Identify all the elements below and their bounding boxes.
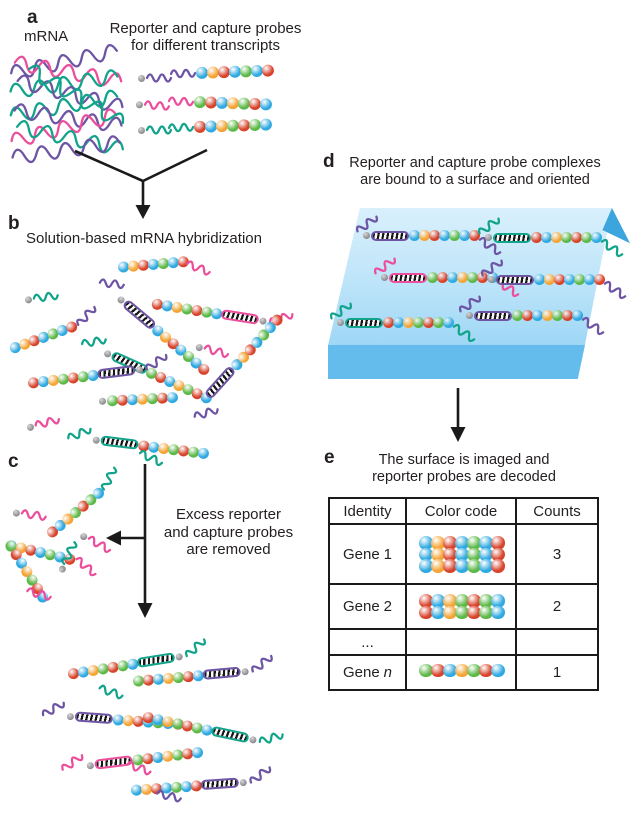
- color-code-beads: [27, 369, 98, 388]
- table-row: [329, 524, 598, 584]
- dna-helix: [75, 711, 114, 724]
- color-code-beads: [534, 274, 604, 285]
- table-row: [329, 584, 598, 629]
- dna-helix: [474, 311, 512, 321]
- dna-helix: [100, 435, 139, 450]
- color-code-beads: [531, 232, 601, 243]
- color-code-beads: [383, 317, 453, 328]
- strand-squiggle: [181, 633, 211, 663]
- biotin-dot: [239, 778, 246, 785]
- biotin-dot: [136, 101, 143, 108]
- color-code-beads: [419, 537, 503, 572]
- color-code-row: [419, 559, 503, 573]
- bound-probe-complex: [487, 274, 604, 285]
- probe-complex: [130, 766, 275, 804]
- wash-arrowhead-down: [138, 603, 153, 618]
- dna-helix: [371, 231, 409, 241]
- color-code-beads: [8, 320, 78, 354]
- panel-d-heading-line1: Reporter and capture probe complexes: [349, 155, 601, 171]
- gene-number: n: [383, 664, 393, 681]
- image-arrowhead: [451, 427, 466, 442]
- color-code-row: [27, 369, 98, 388]
- bead-blue: [491, 664, 505, 678]
- strand-squiggle: [247, 649, 277, 678]
- table-header-counts: Counts: [516, 498, 598, 524]
- biotin-dot: [138, 127, 145, 134]
- strand-squiggle: [96, 680, 126, 703]
- color-code-beads: [196, 64, 273, 79]
- color-code-cell: [406, 655, 516, 690]
- gene-number: 2: [383, 598, 393, 615]
- color-code-row: [419, 664, 503, 678]
- color-code-beads: [67, 658, 138, 680]
- color-code-cell: [406, 584, 516, 629]
- strand-squiggle: [600, 276, 631, 303]
- strand-squiggle: [96, 463, 121, 493]
- gene-name: Gene: [342, 664, 380, 681]
- color-code-beads: [151, 298, 222, 320]
- bead-blue: [197, 447, 209, 459]
- identity-cell: [329, 655, 406, 690]
- biotin-dot: [25, 295, 33, 303]
- table-header-row: [329, 498, 598, 524]
- biotin-dot: [136, 365, 144, 373]
- bead-blue: [260, 98, 272, 110]
- color-code-cell: [406, 629, 516, 655]
- dna-helix: [493, 233, 531, 243]
- strand-squiggle: [168, 119, 195, 136]
- panel-c-note-line3: are removed: [186, 541, 271, 558]
- strand-squiggle: [38, 695, 69, 722]
- color-code-row: [196, 64, 273, 79]
- capture-probe: [137, 122, 172, 138]
- color-code-row: [107, 392, 177, 407]
- probe-complex: [98, 392, 177, 407]
- color-code-beads: [194, 96, 271, 111]
- bound-probe-complex: [362, 230, 479, 241]
- color-code-beads: [409, 230, 479, 241]
- dna-helix: [200, 777, 239, 790]
- reporter-probe: [170, 62, 273, 82]
- table-header-identity: Identity: [329, 498, 406, 524]
- dna-helix: [389, 273, 427, 283]
- identity-cell: [329, 584, 406, 629]
- imaging-surface-front: [328, 345, 585, 379]
- counts-cell: [516, 629, 598, 655]
- strand-squiggle: [256, 727, 286, 750]
- color-code-row: [534, 274, 604, 285]
- strand-squiggle: [168, 93, 195, 110]
- color-code-row: [151, 298, 222, 320]
- strand-squiggle: [183, 256, 213, 280]
- bead-blue: [491, 606, 505, 620]
- panel-a-label: a: [27, 7, 38, 28]
- panel-a-heading-line1: Reporter and capture probes: [109, 20, 302, 37]
- biotin-dot: [99, 398, 106, 405]
- bound-probe-complex: [465, 310, 582, 321]
- panel-b-label: b: [8, 213, 20, 234]
- color-code-row: [409, 230, 479, 241]
- mrna-tangle: [8, 46, 132, 154]
- counts-cell: 2: [516, 584, 598, 629]
- strand-squiggle: [98, 275, 125, 293]
- reporter-probe: [168, 116, 271, 136]
- color-code-beads: [107, 392, 177, 407]
- table-header-color-code: Color code: [406, 498, 516, 524]
- identity-cell: [329, 629, 406, 655]
- free-capture-probe: [23, 287, 60, 308]
- capture-probe: [134, 96, 170, 114]
- biotin-dot: [67, 712, 74, 719]
- color-code-row: [8, 320, 78, 354]
- color-code-row: [133, 669, 204, 686]
- color-code-cell: [406, 524, 516, 584]
- panel-e-heading-line2: reporter probes are decoded: [372, 469, 556, 485]
- panel-e-label: e: [324, 447, 335, 468]
- strand-squiggle: [32, 287, 60, 306]
- free-capture-probe: [24, 411, 62, 436]
- panel-e-heading-line1: The surface is imaged and: [378, 452, 550, 468]
- strand-squiggle: [245, 761, 275, 790]
- bead-blue: [260, 118, 272, 130]
- color-code-beads: [133, 669, 204, 686]
- reporter-probe: [168, 93, 271, 113]
- color-code-row: [531, 232, 601, 243]
- dna-helix: [210, 726, 249, 744]
- strand-squiggle: [57, 748, 87, 776]
- color-code-row: [44, 486, 105, 539]
- panel-c-note: [156, 506, 301, 559]
- merge-arrowhead: [136, 205, 151, 219]
- panel-d-label: d: [323, 151, 335, 172]
- dna-helix: [345, 318, 383, 328]
- panel-a-heading-line2: for different transcripts: [131, 37, 280, 54]
- strand-squiggle: [20, 505, 48, 524]
- strand-squiggle: [141, 348, 171, 376]
- biotin-dot: [13, 509, 21, 517]
- bead-red: [491, 559, 505, 573]
- color-code-row: [67, 658, 138, 680]
- strand-squiggle: [170, 65, 197, 82]
- panel-c-note-line2: and capture probes: [163, 523, 294, 541]
- strand-squiggle: [146, 70, 172, 86]
- mrna-label: mRNA: [24, 28, 69, 45]
- gene-name: Gene: [342, 545, 380, 563]
- panel-b-heading: Solution-based mRNA hybridization: [26, 230, 262, 247]
- color-code-row: [118, 255, 189, 272]
- strand-squiggle: [24, 583, 53, 605]
- biotin-dot: [241, 667, 249, 675]
- color-code-row: [512, 310, 582, 321]
- ellipsis: ...: [361, 633, 374, 651]
- color-code-beads: [419, 595, 503, 618]
- color-code-beads: [44, 486, 105, 539]
- panel-a-heading: [103, 20, 308, 54]
- color-code-beads: [194, 118, 271, 133]
- bound-probe-complex: [336, 317, 453, 328]
- counts-cell: 3: [516, 524, 598, 584]
- strand-squiggle: [64, 421, 94, 446]
- biotin-dot: [138, 75, 145, 82]
- panel-d-heading-line2: are bound to a surface and oriented: [360, 172, 590, 188]
- probe-complex: [117, 251, 211, 275]
- biotin-dot: [86, 761, 94, 769]
- biotin-dot: [249, 735, 257, 743]
- identity-cell: [329, 524, 406, 584]
- capture-probe: [137, 70, 172, 86]
- gene-name: Gene: [342, 598, 380, 615]
- strand-squiggle: [33, 411, 62, 433]
- decode-table: [328, 497, 599, 691]
- table-row: [329, 629, 598, 655]
- biotin-dot: [92, 436, 100, 444]
- color-code-row: [194, 118, 271, 133]
- color-code-row: [419, 606, 503, 620]
- dna-helix: [97, 365, 136, 380]
- free-capture-probe: [11, 504, 48, 525]
- dna-helix: [496, 275, 534, 285]
- gene-number: 1: [383, 545, 393, 563]
- color-code-row: [383, 317, 453, 328]
- color-code-beads: [118, 255, 189, 272]
- panel-e-heading: [350, 452, 578, 486]
- table-row: [329, 655, 598, 690]
- bead-blue: [167, 392, 179, 404]
- panel-d-heading: [340, 155, 610, 189]
- panel-c-label: c: [8, 451, 19, 472]
- bound-probe-complex: [484, 232, 601, 243]
- counts-cell: 1: [516, 655, 598, 690]
- color-code-beads: [512, 310, 582, 321]
- panel-c-note-line1: Excess reporter: [175, 506, 282, 523]
- bead-red: [262, 64, 274, 76]
- bead-blue: [191, 746, 203, 758]
- color-code-beads: [419, 665, 503, 677]
- biotin-dot: [175, 652, 183, 660]
- dna-helix: [202, 667, 241, 680]
- strand-squiggle: [143, 97, 170, 115]
- color-code-row: [194, 96, 271, 111]
- strand-squiggle: [191, 401, 221, 424]
- dna-helix: [220, 309, 259, 325]
